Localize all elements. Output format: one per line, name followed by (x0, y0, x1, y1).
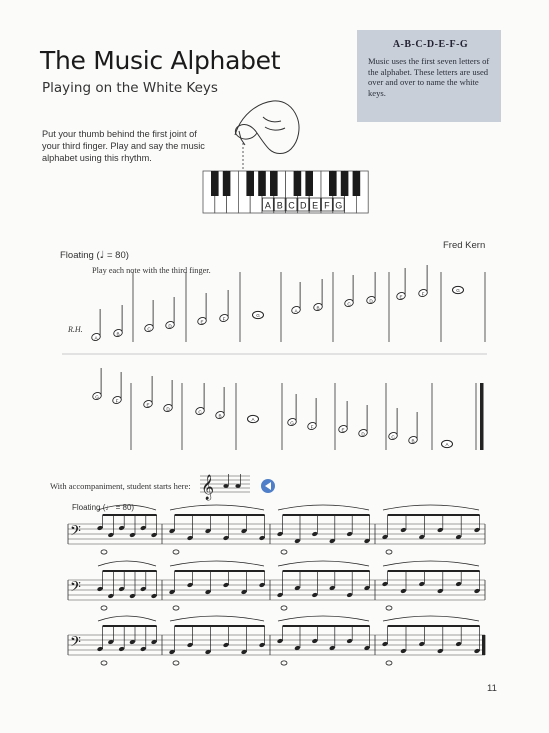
bass-clef-icon: 𝄢 (70, 523, 81, 543)
note-letter: G (456, 288, 460, 294)
half-note (144, 300, 155, 333)
half-note (291, 282, 302, 315)
note-letter: B (116, 331, 120, 337)
page-subtitle: Playing on the White Keys (42, 80, 218, 96)
tempo-value: = 80) (106, 250, 129, 261)
half-note (287, 394, 298, 427)
note-letter: F (115, 398, 119, 404)
accompaniment-staves (68, 505, 485, 665)
note-letter: D (168, 323, 172, 329)
half-note (358, 405, 369, 438)
note-letter: D (166, 406, 170, 412)
note-letter: D (361, 431, 365, 437)
whole-note (253, 311, 264, 318)
note-letter: A (445, 442, 449, 448)
half-note (313, 279, 324, 312)
half-note (163, 380, 174, 413)
note-letter: B (316, 305, 320, 311)
accompaniment-notes (97, 561, 481, 610)
half-note (307, 398, 318, 431)
accompaniment-tempo-value: = 80) (115, 503, 135, 512)
note-letter: C (198, 409, 202, 415)
bass-staff (68, 616, 485, 665)
final-barline (480, 383, 484, 450)
speaker-icon[interactable] (261, 479, 275, 493)
half-note (112, 372, 123, 405)
half-note (344, 275, 355, 308)
note-letter: F (310, 424, 314, 430)
note-letter: E (146, 402, 150, 408)
line2-barlines (131, 383, 432, 450)
key-label: C (288, 200, 295, 211)
whole-note (442, 440, 453, 447)
accompaniment-tempo: Floating (♩ = 80) (72, 503, 135, 512)
right-hand-label: R.H. (68, 325, 83, 334)
half-note (91, 309, 102, 342)
note-letter: B (218, 413, 222, 419)
line1-notes (91, 265, 464, 342)
instruction-text: Put your thumb behind the first joint of your third finger. Play and say the music alphabet using this rhythm. (42, 129, 205, 163)
key-label: E (312, 200, 319, 211)
key-label: F (324, 200, 330, 211)
bass-clef-icon: 𝄢 (70, 634, 81, 654)
finger-direction: Play each note with the third finger. (92, 266, 211, 275)
bass-staff (68, 561, 485, 610)
note-letter: G (95, 394, 99, 400)
note-letter: A (251, 417, 255, 423)
half-note (388, 408, 399, 441)
note-letter: C (347, 301, 351, 307)
note-letter: E (399, 294, 403, 300)
key-label: D (300, 200, 307, 211)
half-note (197, 293, 208, 326)
key-label: B (276, 200, 283, 211)
half-note (143, 376, 154, 409)
half-note (92, 368, 103, 401)
note-letter: G (256, 313, 260, 319)
note-letter: B (411, 438, 415, 444)
bass-clef-icon: 𝄢 (70, 579, 81, 599)
accompaniment-notes (97, 616, 481, 665)
info-box-title: A-B-C-D-E-F-G (392, 39, 469, 50)
line1-barlines (133, 272, 485, 342)
whole-note (453, 286, 464, 293)
note-letter: F (421, 291, 425, 297)
half-note (219, 290, 230, 323)
treble-clef-icon: 𝄞 (201, 475, 215, 500)
half-note (408, 412, 419, 445)
half-note (215, 387, 226, 420)
note-letter: F (222, 316, 226, 322)
tempo-word: Floating (60, 250, 94, 261)
page-title: The Music Alphabet (40, 46, 281, 75)
key-label: G (335, 200, 343, 211)
note-letter: G (290, 420, 294, 426)
tempo-marking: Floating (♩ = 80) (60, 250, 129, 261)
info-box-text: Music uses the first seven letters of the alphabet. These letters are used over and over to name the white keys. (368, 56, 490, 98)
line2-notes (92, 368, 453, 448)
note-letter: A (94, 335, 98, 341)
half-note (165, 297, 176, 330)
note-letter: D (369, 298, 373, 304)
note-letter: E (341, 427, 345, 433)
bass-staff (68, 505, 485, 554)
note-letter: C (147, 326, 151, 332)
page-number: 11 (487, 683, 497, 694)
half-note (366, 272, 377, 305)
quarter-note-icon: ♩ (99, 250, 105, 261)
composer-name: Fred Kern (443, 240, 486, 251)
note-letter: A (294, 308, 298, 314)
half-note (396, 268, 407, 301)
half-note (418, 265, 429, 298)
accompaniment-quarter-note-icon: ♩ (105, 503, 114, 512)
half-note (195, 383, 206, 416)
key-label: A (264, 200, 271, 211)
accompaniment-notes (97, 505, 481, 554)
whole-note (248, 415, 259, 422)
note-letter: E (200, 319, 204, 325)
accompaniment-note: With accompaniment, student starts here: (50, 481, 191, 491)
note-letter: C (391, 434, 395, 440)
half-note (113, 305, 124, 338)
half-note (338, 401, 349, 434)
accompaniment-tempo-word: Floating (72, 503, 101, 512)
